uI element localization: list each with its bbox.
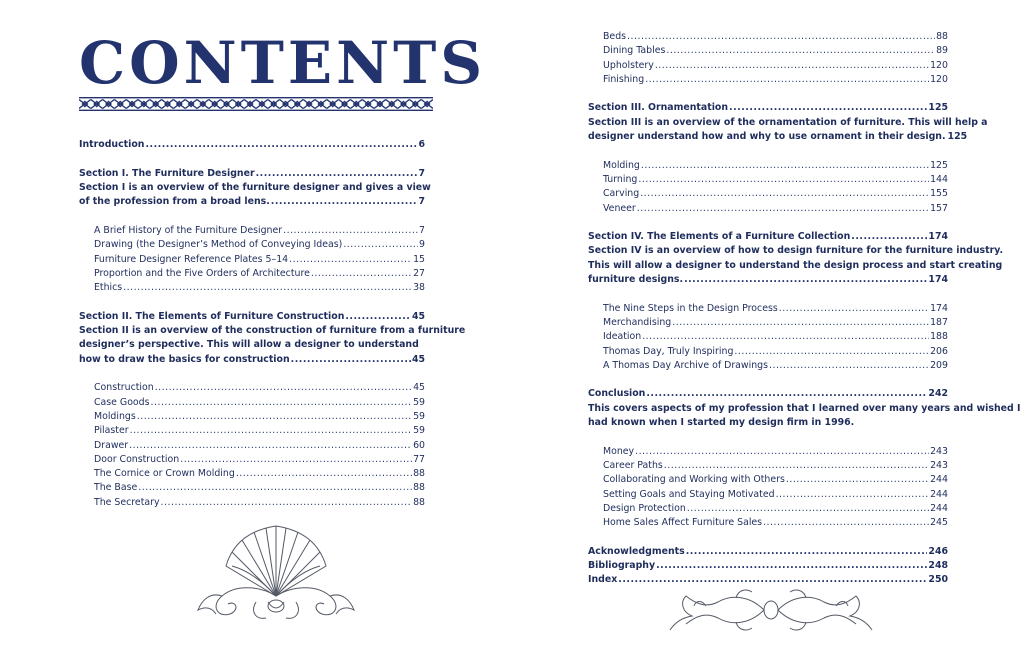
toc-entry-label: Career Paths <box>603 459 663 471</box>
toc-page-number: 174 <box>930 302 948 314</box>
toc-entry-setting-goals-and-staying-motivated[interactable] <box>588 488 948 502</box>
dot-leader <box>734 345 929 359</box>
dot-leader <box>289 253 412 267</box>
toc-entry-drawing-the-designer-s-method-of-conveyi[interactable] <box>79 238 425 252</box>
toc-page-number: 45 <box>413 382 425 394</box>
toc-page-number: 38 <box>413 282 425 294</box>
dot-leader <box>256 167 418 181</box>
toc-entry-label: Finishing <box>603 73 645 85</box>
toc-entry-beds[interactable] <box>588 30 948 44</box>
toc-page-number: 187 <box>930 316 948 328</box>
toc-page-number: 243 <box>930 445 948 457</box>
toc-entry-label: Turning <box>603 173 638 185</box>
toc-entry-the-secretary[interactable] <box>79 496 425 510</box>
toc-page-number: 120 <box>930 59 948 71</box>
toc-spacer <box>79 124 425 138</box>
toc-entry-label: Section I. The Furniture Designer <box>79 167 255 179</box>
toc-entry-label: Pilaster <box>94 425 129 437</box>
toc-entry-label: Moldings <box>94 410 136 422</box>
toc-spacer <box>79 367 425 381</box>
toc-entry-the-base[interactable] <box>79 481 425 495</box>
toc-page-number: 244 <box>930 502 948 514</box>
toc-page-number: 7 <box>418 196 425 208</box>
toc-page-number: 174 <box>928 274 948 286</box>
toc-description-line: This covers aspects of my profession that I learned over many years and wished I <box>588 402 1021 414</box>
dot-leader <box>686 545 928 559</box>
toc-entry-label: Carving <box>603 188 640 200</box>
toc-entry-label: Bibliography <box>588 559 656 571</box>
toc-description-line: This will allow a designer to understand the design process and start creating <box>588 259 1003 271</box>
toc-spacer <box>588 430 948 444</box>
toc-page-number: 45 <box>411 310 425 322</box>
toc-entry-a-thomas-day-archive-of-drawings[interactable] <box>588 359 948 373</box>
toc-description-line: had known when I started my design firm in 1996. <box>588 417 855 429</box>
toc-page-number: 88 <box>413 482 425 494</box>
toc-page-number: 59 <box>413 425 425 437</box>
toc-page-number: 9 <box>419 239 425 251</box>
toc-entry-turning[interactable] <box>588 173 948 187</box>
dot-leader <box>666 44 935 58</box>
toc-page-number: 174 <box>928 231 948 243</box>
toc-entry-label: Proportion and the Five Orders of Architecture <box>94 267 310 279</box>
toc-entry-dining-tables[interactable] <box>588 44 948 58</box>
dot-leader <box>311 267 412 281</box>
toc-entry-label: Construction <box>94 382 154 394</box>
dot-leader <box>180 453 412 467</box>
toc-entry-label: Home Sales Affect Furniture Sales <box>603 517 763 529</box>
toc-page-number: 59 <box>413 396 425 408</box>
toc-page-number: 250 <box>928 574 948 586</box>
toc-spacer <box>588 216 948 230</box>
toc-entry-carving[interactable] <box>588 187 948 201</box>
toc-entry-label: Collaborating and Working with Others <box>603 474 785 486</box>
lattice-band-icon <box>79 97 433 111</box>
toc-entry-construction[interactable] <box>79 381 425 395</box>
scallop-shell-acanthus-icon <box>196 522 356 622</box>
toc-entry-label: Drawer <box>94 439 129 451</box>
right-page <box>512 0 1024 663</box>
toc-entry-label: The Cornice or Crown Molding <box>94 468 235 480</box>
acanthus-scroll-icon <box>666 586 876 634</box>
toc-entry-label: Door Construction <box>94 453 180 465</box>
toc-entry-section-i-the-furniture-designer[interactable] <box>79 167 425 181</box>
right-toc <box>588 30 1021 588</box>
toc-description-line: Section III is an overview of the ornamentation of furniture. This will help a <box>588 116 988 128</box>
toc-entry-label: Thomas Day, Truly Inspiring <box>603 345 734 357</box>
dot-leader <box>687 502 929 516</box>
toc-page-number: 15 <box>413 253 425 265</box>
dot-leader <box>641 159 929 173</box>
toc-entry-collaborating-and-working-with-others[interactable] <box>588 473 948 487</box>
toc-page-number: 45 <box>411 353 425 365</box>
left-toc <box>79 124 466 510</box>
toc-entry-label: Molding <box>603 159 640 171</box>
dot-leader <box>642 330 929 344</box>
toc-page-number: 7 <box>418 167 425 179</box>
toc-entry-label: Design Protection <box>603 502 686 514</box>
toc-entry-label: Furniture Designer Reference Plates 5–14 <box>94 253 289 265</box>
dot-leader <box>138 481 412 495</box>
dot-leader <box>343 238 418 252</box>
toc-entry-label: Setting Goals and Staying Motivated <box>603 488 775 500</box>
dot-leader <box>646 387 927 401</box>
toc-page-number: 245 <box>930 517 948 529</box>
toc-entry-section-ii-the-elements-of-furniture-con[interactable] <box>79 310 425 324</box>
toc-entry-label: how to draw the basics for construction <box>79 353 290 365</box>
toc-entry-label: of the profession from a broad lens. <box>79 196 270 208</box>
dot-leader <box>769 359 929 373</box>
toc-page-number: 243 <box>930 459 948 471</box>
toc-description-line: Section II is an overview of the construction of furniture from a furniture <box>79 325 466 337</box>
toc-entry-designer-understand-how-and-why-to-use-o[interactable] <box>588 130 968 144</box>
dot-leader <box>155 381 412 395</box>
toc-entry-a-brief-history-of-the-furniture-designe[interactable] <box>79 224 425 238</box>
toc-entry-of-the-profession-from-a-broad-lens[interactable] <box>79 195 425 209</box>
toc-entry-label: The Secretary <box>94 496 160 508</box>
toc-page-number: 188 <box>930 331 948 343</box>
dot-leader <box>637 202 929 216</box>
toc-entry-label: A Brief History of the Furniture Designer <box>94 225 283 237</box>
toc-entry-molding[interactable] <box>588 159 948 173</box>
toc-entry-label: The Base <box>94 482 138 494</box>
toc-entry-introduction[interactable] <box>79 138 425 152</box>
dot-leader <box>345 310 411 324</box>
toc-entry-conclusion[interactable] <box>588 387 948 401</box>
toc-entry-label: Dining Tables <box>603 45 666 57</box>
toc-entry-how-to-draw-the-basics-for-construction[interactable] <box>79 353 425 367</box>
toc-spacer <box>588 530 948 544</box>
toc-entry-the-nine-steps-in-the-design-process[interactable] <box>588 302 948 316</box>
toc-entry-furniture-designer-reference-plates-5-14[interactable] <box>79 253 425 267</box>
toc-entry-label: Introduction <box>79 139 145 151</box>
toc-entry-home-sales-affect-furniture-sales[interactable] <box>588 516 948 530</box>
toc-entry-veneer[interactable] <box>588 202 948 216</box>
toc-description-line: designer’s perspective. This will allow a designer to understand <box>79 339 419 351</box>
toc-entry-section-iii-ornamentation[interactable] <box>588 101 948 115</box>
toc-page-number: 60 <box>413 439 425 451</box>
toc-spacer <box>79 296 425 310</box>
toc-page-number: 125 <box>928 102 948 114</box>
toc-page-number: 120 <box>930 73 948 85</box>
toc-page-number: 155 <box>930 188 948 200</box>
toc-entry-label: Section IV. The Elements of a Furniture Collection <box>588 231 851 243</box>
dot-leader <box>656 559 927 573</box>
dot-leader <box>638 173 929 187</box>
toc-entry-label: Case Goods <box>94 396 150 408</box>
dot-leader <box>627 30 935 44</box>
toc-spacer <box>588 373 948 387</box>
toc-entry-label: Upholstery <box>603 59 654 71</box>
toc-page-number: 144 <box>930 173 948 185</box>
dot-leader <box>776 488 930 502</box>
toc-entry-label: A Thomas Day Archive of Drawings <box>603 359 768 371</box>
toc-page-number: 89 <box>936 45 948 57</box>
toc-page-number: 125 <box>947 131 968 143</box>
dot-leader <box>271 195 418 209</box>
toc-description-line: Section IV is an overview of how to design furniture for the furniture industry. <box>588 245 1004 257</box>
dot-leader <box>664 459 929 473</box>
toc-entry-label: Ideation <box>603 331 642 343</box>
toc-entry-label: Ethics <box>94 282 123 294</box>
toc-entry-label: Section II. The Elements of Furniture Construction <box>79 310 345 322</box>
toc-spacer <box>79 153 425 167</box>
dot-leader <box>129 439 412 453</box>
toc-entry-label: Index <box>588 574 618 586</box>
dot-leader <box>684 273 927 287</box>
dot-leader <box>145 138 417 152</box>
toc-entry-acknowledgments[interactable] <box>588 545 948 559</box>
toc-entry-label: Merchandising <box>603 316 672 328</box>
toc-page-number: 88 <box>936 31 948 42</box>
toc-entry-label: Drawing (the Designer’s Method of Conveying Ideas) <box>94 239 343 251</box>
toc-page-number: 248 <box>928 559 948 571</box>
toc-entry-pilaster[interactable] <box>79 424 425 438</box>
dot-leader <box>763 516 929 530</box>
toc-page-number: 209 <box>930 359 948 371</box>
toc-entry-proportion-and-the-five-orders-of-archit[interactable] <box>79 267 425 281</box>
toc-entry-drawer[interactable] <box>79 439 425 453</box>
dot-leader <box>161 496 413 510</box>
toc-entry-finishing[interactable] <box>588 73 948 87</box>
dot-leader <box>137 410 412 424</box>
toc-entry-money[interactable] <box>588 445 948 459</box>
dot-leader <box>291 353 411 367</box>
toc-entry-label: Conclusion <box>588 388 646 400</box>
toc-page-number: 242 <box>928 388 948 400</box>
dot-leader <box>130 424 412 438</box>
toc-entry-bibliography[interactable] <box>588 559 948 573</box>
toc-spacer <box>588 144 948 158</box>
dot-leader <box>151 396 413 410</box>
dot-leader <box>786 473 929 487</box>
toc-entry-case-goods[interactable] <box>79 396 425 410</box>
toc-page-number: 7 <box>419 225 425 237</box>
dot-leader <box>283 224 418 238</box>
toc-entry-label: Acknowledgments <box>588 545 685 557</box>
toc-entry-furniture-designs[interactable] <box>588 273 948 287</box>
toc-entry-upholstery[interactable] <box>588 59 948 73</box>
toc-entry-design-protection[interactable] <box>588 502 948 516</box>
toc-page-number: 88 <box>413 496 425 508</box>
toc-entry-section-iv-the-elements-of-a-furniture-c[interactable] <box>588 230 948 244</box>
toc-entry-label: Money <box>603 445 635 457</box>
toc-entry-label: Veneer <box>603 202 636 214</box>
dot-leader <box>635 445 929 459</box>
toc-page-number: 27 <box>413 267 425 279</box>
toc-page-number: 244 <box>930 488 948 500</box>
toc-entry-career-paths[interactable] <box>588 459 948 473</box>
dot-leader <box>123 281 412 295</box>
toc-entry-thomas-day-truly-inspiring[interactable] <box>588 345 948 359</box>
toc-page-number: 246 <box>928 545 948 557</box>
toc-entry-ethics[interactable] <box>79 281 425 295</box>
toc-entry-label: furniture designs. <box>588 274 684 286</box>
toc-page-number: 88 <box>413 468 425 480</box>
dot-leader <box>655 59 929 73</box>
toc-entry-door-construction[interactable] <box>79 453 425 467</box>
toc-page-number: 6 <box>418 139 425 151</box>
toc-entry-label: The Nine Steps in the Design Process <box>603 302 778 314</box>
toc-spacer <box>588 287 948 301</box>
dot-leader <box>672 316 929 330</box>
toc-page-number: 157 <box>930 202 948 214</box>
toc-entry-merchandising[interactable] <box>588 316 948 330</box>
toc-entry-the-cornice-or-crown-molding[interactable] <box>79 467 425 481</box>
toc-entry-moldings[interactable] <box>79 410 425 424</box>
dot-leader <box>779 302 929 316</box>
toc-entry-label: Section III. Ornamentation <box>588 102 729 114</box>
toc-spacer <box>79 210 425 224</box>
toc-page-number: 244 <box>930 474 948 486</box>
toc-entry-ideation[interactable] <box>588 330 948 344</box>
toc-page-number: 206 <box>930 345 948 357</box>
toc-entry-label: Beds <box>603 31 627 42</box>
toc-page-number: 59 <box>413 410 425 422</box>
dot-leader <box>236 467 412 481</box>
toc-spacer <box>588 87 948 101</box>
dot-leader <box>851 230 927 244</box>
toc-entry-label: designer understand how and why to use ornament in their design. <box>588 131 946 143</box>
dot-leader <box>645 73 929 87</box>
dot-leader <box>729 101 927 115</box>
toc-page-number: 77 <box>413 453 425 465</box>
dot-leader <box>640 187 929 201</box>
page-title: CONTENTS <box>79 29 487 97</box>
toc-description-line: Section I is an overview of the furniture designer and gives a view <box>79 182 431 194</box>
toc-page-number: 125 <box>930 159 948 171</box>
